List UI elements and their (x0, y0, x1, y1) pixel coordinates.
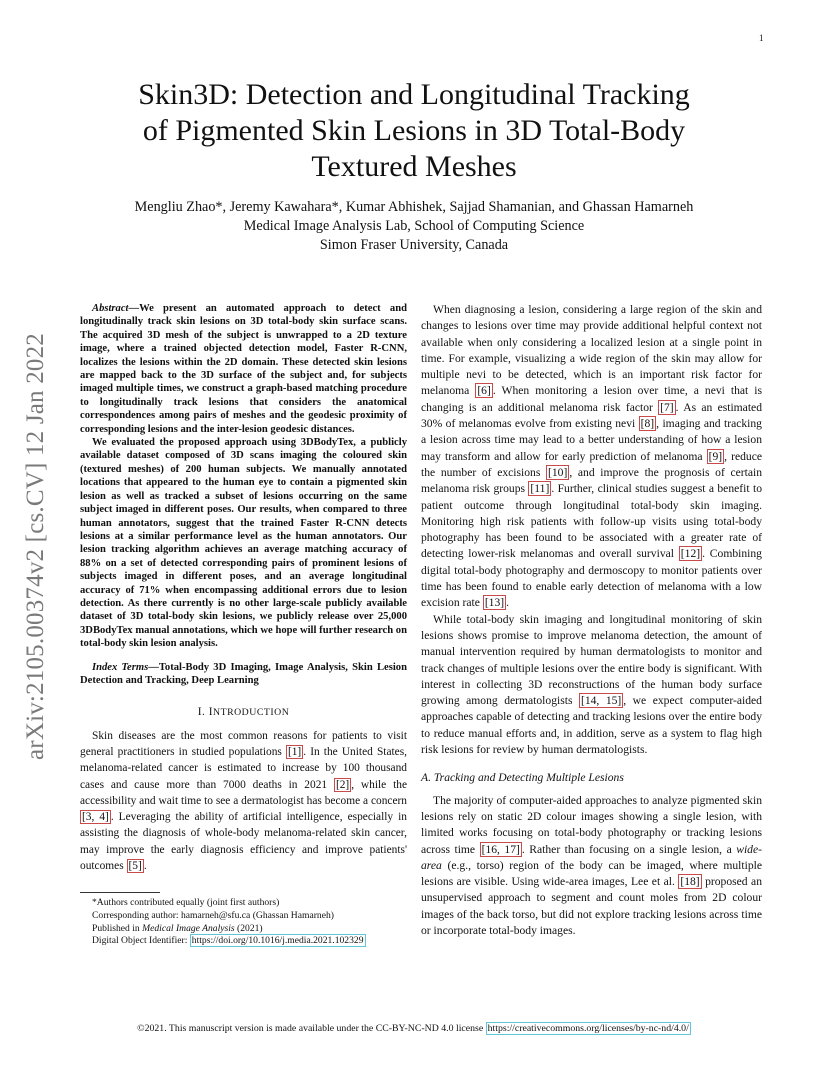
citation-link[interactable]: [7] (660, 400, 674, 414)
paper-title (60, 77, 768, 185)
right-column (421, 302, 762, 939)
citation-link[interactable]: [6] (477, 384, 491, 398)
title-line-1: Skin3D: Detection and Longitudinal Tracking (138, 78, 690, 111)
footnote-corresponding-author: Corresponding author: hamarneh@sfu.ca (Ghassan Hamarneh) (92, 909, 334, 921)
title-line-3: Textured Meshes (311, 150, 517, 183)
citation-link[interactable]: [14, 15] (580, 694, 622, 708)
index-terms-lead: Index Terms (92, 661, 149, 673)
citation-link[interactable]: [5] (128, 860, 142, 873)
intro-text-2: . In the United States, melanoma-related cancer is estimated to increase by 100 thousand cases and cause more than 7000 deaths in 2021 (80, 745, 407, 791)
footnotes (80, 897, 407, 947)
author-institution: Simon Fraser University, Canada (319, 237, 509, 253)
citation-link[interactable]: [1] (287, 745, 302, 758)
citation-link[interactable]: [2] (335, 778, 350, 791)
published-year: (2021) (234, 922, 263, 934)
author-block (60, 198, 768, 255)
abstract-lead: Abstract (92, 303, 129, 314)
license-link[interactable]: https://creativecommons.org/licenses/by-nc-nd/4.0/ (487, 1023, 689, 1034)
abstract-paragraph-2: We evaluated the proposed approach using 3DBodyTex, a publicly available dataset composed of 3D scans imaging the coloured skin (textured meshes) of 200 human subjects. We manually annotated locations that appeared to the human eye to contain a pigmented skin lesion as well as tracked a subset of lesions occurring on the same subject imaged in different poses. Our results, when compared to three human annotators, suggest that the trained Faster R-CNN detects lesions at a similar performance level as the human annotators. Our lesion tracking algorithm achieves an average matching accuracy of 88% on a set of detected corresponding pairs of prominent lesions of subjects imaged in different poses, and an average longitudinal accuracy of 71% when encompassing additional errors due to lesion detection. As there currently is no other large-scale publicly available dataset of 3D total-body skin lesions, we publicly release over 25,000 3DBodyTex manual annotations, which we hope will further research on total-body skin lesion analysis. (80, 437, 407, 650)
p1-text-6: , and improve the prognosis of certain melanoma risk groups (421, 465, 762, 496)
license-footer (0, 1023, 828, 1034)
p2-text-1: While total-body skin imaging and longitudinal monitoring of skin lesions shows promise to improve melanoma detection, the amount of manual intervention required by human dermatologists to monitor and track changes of multiple lesions over the entire body is significant. With interest in collecting 3D reconstructions of the human body surface growing among dermatologists (421, 612, 762, 708)
p1-text-5: , reduce the number of excisions (421, 449, 762, 479)
section-initial: I (208, 706, 214, 719)
section-rest: NTRODUCTION (213, 707, 290, 719)
p3-text-1: The majority of computer-aided approaches to analyze pigmented skin lesions rely on static 2D colour images showing a single lesion, with limited works focusing on total-body photography or tracking lesions across time (421, 793, 762, 856)
p3-text-4: proposed an unsupervised approach to segment and count moles from 2D colour images of the back torso, but did not explore tracking lesions across time or incorporate total-body images. (421, 875, 762, 937)
section-numeral: I. (197, 706, 209, 719)
body-paragraph-3 (421, 793, 762, 940)
arxiv-side-stamp: arXiv:2105.00374v2 [cs.CV] 12 Jan 2022 (22, 333, 49, 760)
doi-link[interactable]: https://doi.org/10.1016/j.media.2021.102329 (191, 935, 364, 947)
footnote-doi (80, 935, 407, 948)
citation-link[interactable]: [8] (640, 417, 655, 431)
page-number: 1 (759, 33, 764, 43)
index-terms (80, 661, 407, 688)
p1-text-2: . When monitoring a lesion over time, a nevi that is changing is an additional melanoma risk factor (421, 384, 763, 414)
index-terms-text: —Total-Body 3D Imaging, Image Analysis, Skin Lesion Detection and Tracking, Deep Learning (80, 661, 407, 686)
emphasis-wide-area: wide-area (421, 842, 762, 872)
abstract-text-1: —We present an automated approach to detect and longitudinally track skin lesions on 3D total-body skin surface scans. The acquired 3D mesh of the subject is unwrapped to a 2D texture image, where a trained objected detection model, Faster R-CNN, localizes the lesions within the 2D domain. These detected skin lesions are mapped back to the 3D surface of the subject and, for subjects imaged multiple times, we construct a graph-based matching procedure to longitudinally track lesions that considers the anatomical correspondences among pairs of meshes and the geodesic proximity of corresponding lesions and the inter-lesion geodesic distances. (80, 303, 407, 435)
p1-text-7: . Further, clinical studies suggest a benefit to patient outcome through longitudinal total-body skin imaging. Monitoring high risk patients with follow-up visits using total-body photography has been found to be associated with a greater rate of detecting lower-risk melanomas and overall survival (421, 482, 762, 561)
abstract-paragraph-1 (80, 302, 407, 436)
intro-text-4: . Leveraging the ability of artificial intelligence, especially in assisting the diagnosis of whole-body melanoma-related skin cancer, may improve the early diagnosis efficiency and improve patients' outcomes (80, 811, 407, 873)
author-names: Mengliu Zhao*, Jeremy Kawahara*, Kumar Abhishek, Sajjad Shamanian, and Ghassan Hamarneh (134, 199, 694, 215)
citation-link[interactable]: [18] (680, 875, 700, 889)
citation-link[interactable]: [10] (548, 465, 568, 479)
license-text: ©2021. This manuscript version is made available under the CC-BY-NC-ND 4.0 license (137, 1023, 486, 1034)
author-affiliation: Medical Image Analysis Lab, School of Computing Science (243, 218, 585, 234)
subsection-heading-a: A. Tracking and Detecting Multiple Lesions (421, 771, 624, 785)
body-paragraph-2 (421, 612, 762, 759)
p1-text-1: When diagnosing a lesion, considering a large region of the skin and changes to lesions over time may provide additional helpful context not available when only considering a localized lesion at a single point in time. For example, visualizing a wide region of the skin may allow for multiple nevi to be detected, which is an important risk factor for melanoma (421, 303, 762, 398)
published-prefix: Published in (92, 922, 143, 934)
body-paragraph-1 (421, 302, 762, 612)
p1-text-8: . Combining digital total-body photography and dermoscopy to monitor patients over time has been found to enable early detection of melanoma with a low excision rate (421, 547, 762, 610)
p1-text-3: . As an estimated 30% of melanomas evolve from existing nevi (421, 400, 762, 431)
footnote-joint-authors: *Authors contributed equally (joint first authors) (92, 897, 280, 909)
intro-text-3: , while the accessibility and wait time to see a dermatologist has become a concern (80, 778, 407, 807)
title-line-2: of Pigmented Skin Lesions in 3D Total-Body (142, 114, 686, 147)
p1-text-4: , imaging and tracking a lesion across time may lead to a better understanding of how a lesion may transform and allow for early prediction of melanoma (421, 417, 762, 463)
introduction-paragraph (80, 728, 407, 875)
left-column (80, 302, 407, 948)
p3-text-2: . Rather than focusing on a single lesion, a (521, 842, 737, 856)
section-heading-introduction (80, 704, 407, 721)
citation-link[interactable]: [9] (708, 449, 723, 463)
citation-link[interactable]: [3, 4] (82, 811, 109, 824)
p2-text-2: , we expect computer-aided approaches capable of detecting and tracking lesions over the entire body to reduce manual efforts and, in addition, serve as a system to flag high risk lesions for review by human dermatologists. (421, 694, 762, 757)
citation-link[interactable]: [16, 17] (481, 842, 520, 856)
citation-link[interactable]: [11] (530, 482, 550, 496)
footnote-divider (80, 892, 160, 893)
p3-text-3: (e.g., torso) region of the body can be imaged, where multiple lesions are visible. Using wide-area images, Lee et al. (421, 858, 762, 889)
doi-prefix: Digital Object Identifier: (92, 935, 190, 947)
citation-link[interactable]: [13] (484, 596, 505, 610)
journal-name: Medical Image Analysis (142, 922, 235, 934)
intro-text-1: Skin diseases are the most common reasons for patients to visit general practitioners in studied populations (80, 729, 407, 758)
intro-text-5: . (143, 860, 147, 873)
p1-text-9: . (506, 596, 510, 610)
citation-link[interactable]: [12] (680, 547, 701, 561)
